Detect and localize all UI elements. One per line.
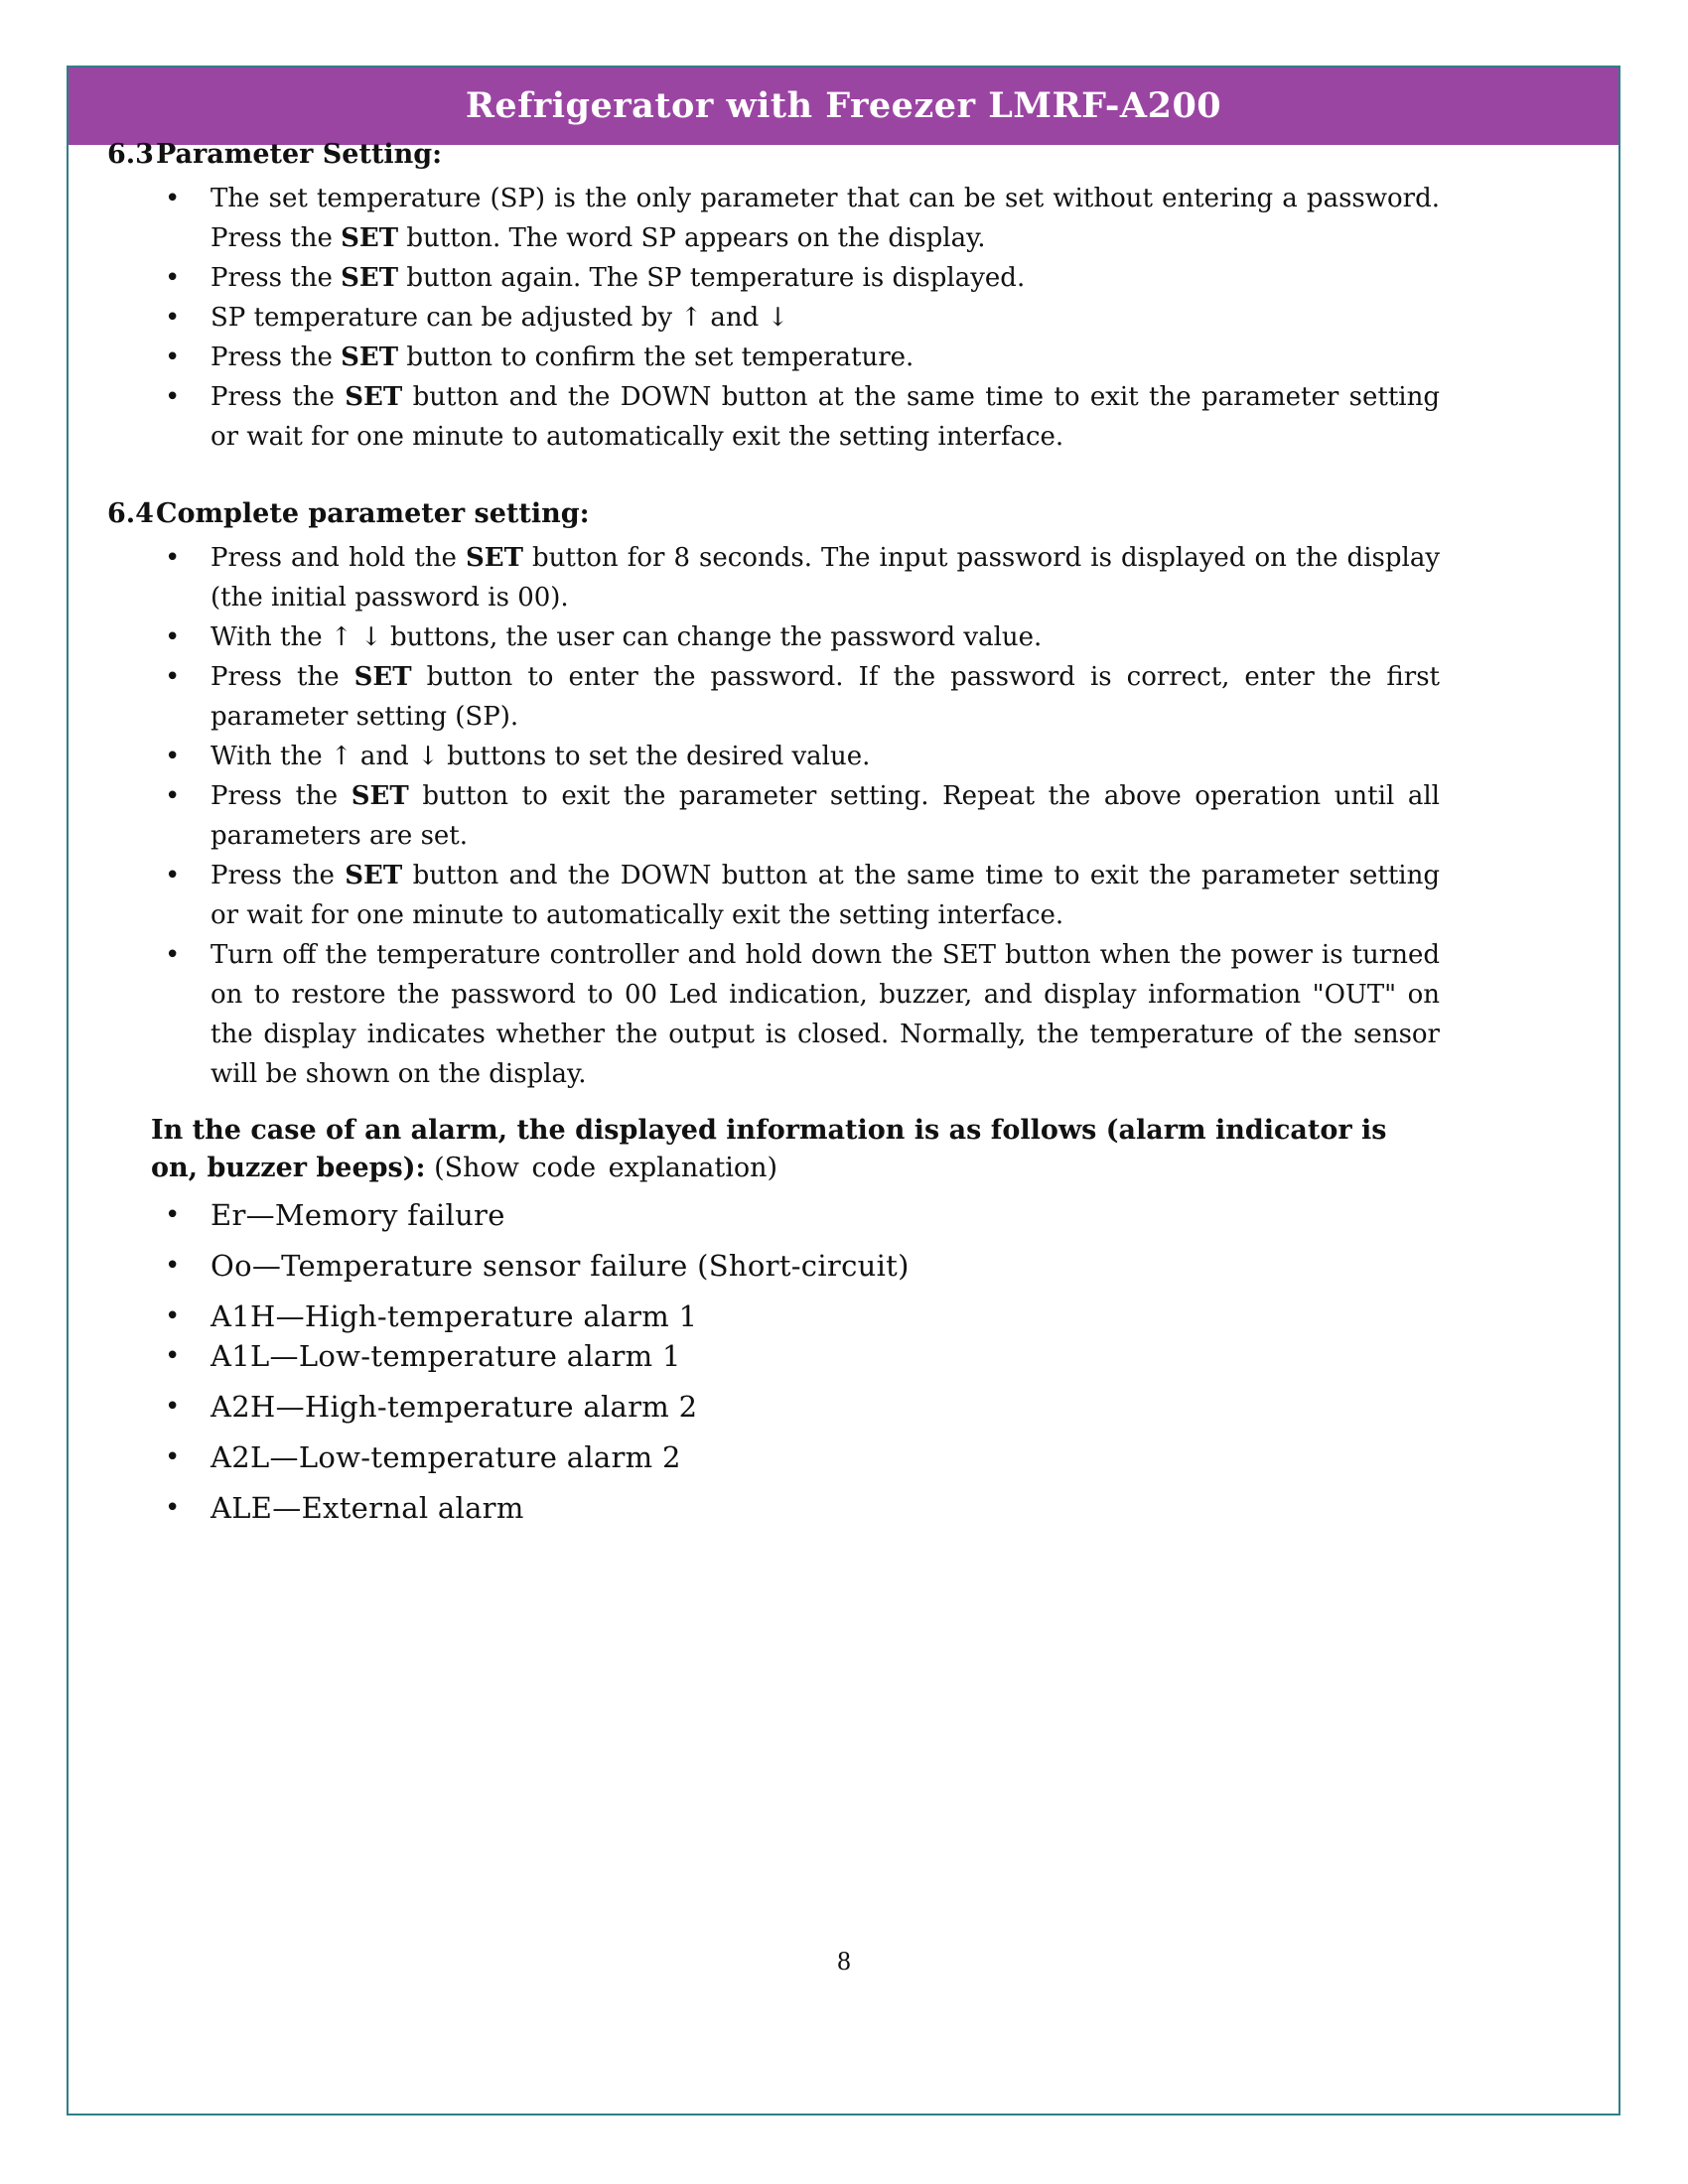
item-bold: SET bbox=[345, 861, 403, 890]
item-text: Press and hold the bbox=[211, 543, 466, 573]
list-item bbox=[107, 258, 1468, 298]
parameter-setting-list bbox=[107, 179, 1468, 457]
item-text: Turn off the temperature controller and hold down the SET button when the power is turned on to restore the password to 00 Led indication, buzzer, and display information "OUT" on the display indicates whether the output is closed. Normally, the temperature of the sensor will be shown on the display. bbox=[211, 940, 1440, 1089]
alarm-intro-note: (Show code explanation) bbox=[434, 1153, 778, 1183]
item-text: With the ↑ ↓ buttons, the user can change the password value. bbox=[211, 622, 1043, 652]
item-text: Press the bbox=[211, 781, 352, 811]
list-item bbox=[107, 776, 1468, 856]
alarm-intro bbox=[151, 1112, 1432, 1187]
bullet-icon: • bbox=[165, 861, 181, 890]
alarm-code-text: A1L—Low-temperature alarm 1 bbox=[211, 1339, 681, 1373]
alarm-intro-bold: In the case of an alarm, the displayed information is as follows (alarm indicator is on, buzzer beeps): bbox=[151, 1115, 1387, 1183]
complete-parameter-setting-list bbox=[107, 538, 1468, 1094]
bullet-icon: • bbox=[165, 1200, 181, 1230]
item-bold: SET bbox=[465, 543, 523, 573]
bullet-icon: • bbox=[165, 184, 181, 213]
bullet-icon: • bbox=[165, 342, 181, 372]
list-item bbox=[107, 657, 1468, 737]
section-title: Complete parameter setting: bbox=[155, 498, 590, 529]
alarm-code-item bbox=[107, 1488, 1468, 1528]
item-bold: SET bbox=[341, 223, 399, 253]
item-text: button to exit the parameter setting. Repeat the above operation until all parameters are set. bbox=[211, 781, 1440, 851]
bullet-icon: • bbox=[165, 1392, 181, 1422]
alarm-code-item bbox=[107, 1246, 1468, 1286]
alarm-code-item bbox=[107, 1387, 1468, 1427]
list-item bbox=[107, 377, 1468, 457]
list-item bbox=[107, 935, 1468, 1094]
section-number: 6.4 bbox=[107, 498, 154, 529]
item-text: Press the bbox=[211, 662, 354, 692]
bullet-icon: • bbox=[165, 781, 181, 811]
list-item bbox=[107, 737, 1468, 776]
item-bold: SET bbox=[345, 382, 403, 412]
list-item bbox=[107, 856, 1468, 935]
item-text: The set temperature (SP) is the only parameter that can be set without entering a password. Press the bbox=[211, 184, 1440, 253]
item-text: With the ↑ and ↓ buttons to set the desired value. bbox=[211, 742, 871, 771]
section-title: Parameter Setting: bbox=[155, 139, 443, 170]
list-item bbox=[107, 298, 1468, 338]
item-text: button for 8 seconds. The input password is displayed on the display (the initial password is 00). bbox=[211, 543, 1441, 613]
bullet-icon: • bbox=[165, 662, 181, 692]
item-text: Press the bbox=[211, 263, 342, 293]
item-text: button and the DOWN button at the same time to exit the parameter setting or wait for one minute to automatically exit the setting interface. bbox=[211, 382, 1440, 452]
bullet-icon: • bbox=[165, 1442, 181, 1472]
item-text: Press the bbox=[211, 861, 346, 890]
list-item bbox=[107, 179, 1468, 258]
section-heading-6-3 bbox=[107, 135, 1468, 175]
page-number: 8 bbox=[837, 1946, 851, 1976]
item-bold: SET bbox=[353, 662, 412, 692]
alarm-code-list bbox=[107, 1195, 1468, 1528]
alarm-code-item bbox=[107, 1336, 1468, 1376]
bullet-icon: • bbox=[165, 543, 181, 573]
section-number: 6.3 bbox=[107, 139, 154, 170]
list-item bbox=[107, 538, 1468, 617]
alarm-code-text: ALE—External alarm bbox=[211, 1491, 524, 1525]
item-bold: SET bbox=[341, 263, 399, 293]
bullet-icon: • bbox=[165, 940, 181, 970]
item-bold: SET bbox=[351, 781, 409, 811]
page-header bbox=[69, 68, 1618, 145]
section-heading-6-4 bbox=[107, 494, 1468, 534]
item-text: SP temperature can be adjusted by ↑ and ↓ bbox=[211, 303, 789, 333]
list-item bbox=[107, 617, 1468, 657]
bullet-icon: • bbox=[165, 622, 181, 652]
bullet-icon: • bbox=[165, 263, 181, 293]
alarm-code-text: A2L—Low-temperature alarm 2 bbox=[211, 1440, 681, 1474]
header-title: Refrigerator with Freezer LMRF-A200 bbox=[465, 85, 1222, 126]
item-text: button to confirm the set temperature. bbox=[398, 342, 914, 372]
item-text: button again. The SP temperature is displayed. bbox=[398, 263, 1026, 293]
bullet-icon: • bbox=[165, 742, 181, 771]
bullet-icon: • bbox=[165, 1341, 181, 1371]
item-text: Press the bbox=[211, 342, 342, 372]
alarm-code-item bbox=[107, 1195, 1468, 1235]
alarm-code-text: Oo—Temperature sensor failure (Short-circuit) bbox=[211, 1249, 910, 1283]
list-item bbox=[107, 338, 1468, 377]
item-text: Press the bbox=[211, 382, 346, 412]
alarm-code-item bbox=[107, 1437, 1468, 1477]
page-content bbox=[107, 135, 1468, 1539]
alarm-code-text: Er—Memory failure bbox=[211, 1198, 505, 1232]
alarm-code-text: A2H—High-temperature alarm 2 bbox=[211, 1390, 698, 1424]
bullet-icon: • bbox=[165, 1301, 181, 1331]
alarm-code-text: A1H—High-temperature alarm 1 bbox=[211, 1299, 698, 1333]
bullet-icon: • bbox=[165, 1493, 181, 1523]
alarm-code-item bbox=[107, 1297, 1468, 1336]
item-bold: SET bbox=[341, 342, 399, 372]
bullet-icon: • bbox=[165, 382, 181, 412]
bullet-icon: • bbox=[165, 303, 181, 333]
item-text: button. The word SP appears on the display. bbox=[398, 223, 986, 253]
item-text: button to enter the password. If the password is correct, enter the first parameter setting (SP). bbox=[211, 662, 1440, 732]
bullet-icon: • bbox=[165, 1251, 181, 1281]
item-text: button and the DOWN button at the same time to exit the parameter setting or wait for one minute to automatically exit the setting interface. bbox=[211, 861, 1440, 930]
